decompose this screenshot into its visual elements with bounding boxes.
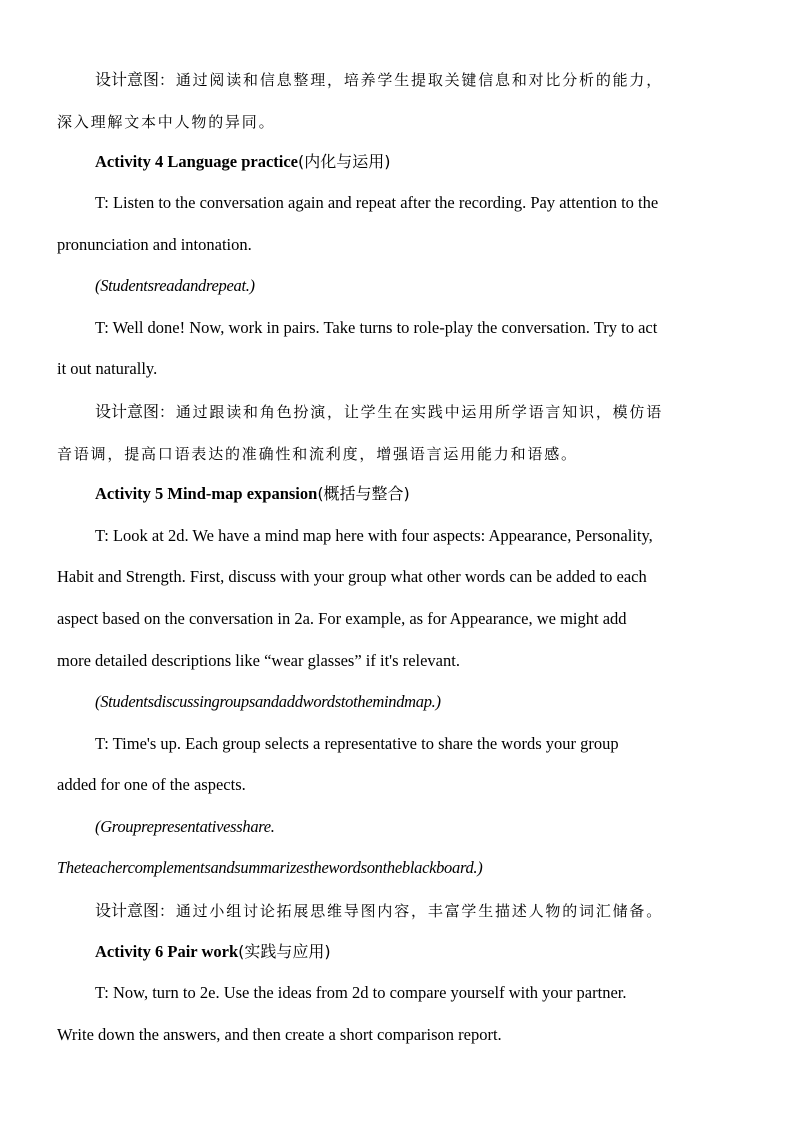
activity-5-group-share-line2: Theteachercomplementsandsummarizesthewordsontheblackboard.): [57, 858, 483, 877]
design-intent-text: ：通过阅读和信息整理，培养学生提取关键信息和对比分析的能力，: [159, 71, 664, 89]
activity-5-students: (Studentsdiscussingroupsandaddwordstothemindmap.): [95, 692, 441, 711]
activity-5-subtitle: (概括与整合): [317, 484, 410, 503]
design-intent-1-line2: 深入理解文本中人物的异同。: [57, 113, 276, 131]
activity-6-title: Activity 6 Pair work: [95, 942, 239, 961]
activity-5-teacher-2: T: Time's up. Each group selects a representative to share the words your group: [95, 734, 619, 753]
design-intent-3: [95, 901, 794, 921]
design-intent-label: 设计意图: [95, 901, 160, 920]
design-intent-2-line2: 音语调，提高口语表达的准确性和流利度，增强语言运用能力和语感。: [57, 445, 578, 463]
activity-4-subtitle: (内化与运用): [298, 152, 391, 171]
activity-4-heading: [95, 152, 794, 172]
activity-4-teacher-2: T: Well done! Now, work in pairs. Take turns to role-play the conversation. Try to act: [95, 318, 658, 337]
design-intent-2: [95, 402, 794, 422]
activity-5-teacher-1-line2: Habit and Strength. First, discuss with your group what other words can be added to each: [57, 567, 647, 586]
activity-4-teacher-2-line2: it out naturally.: [57, 359, 158, 378]
design-intent-text: ：通过小组讨论拓展思维导图内容，丰富学生描述人物的词汇储备。: [159, 902, 664, 920]
activity-4-teacher-1: T: Listen to the conversation again and repeat after the recording. Pay attention to the: [95, 193, 659, 212]
activity-5-group-share: (Grouprepresentativesshare.: [95, 817, 275, 836]
design-intent-1: [95, 70, 794, 90]
activity-5-title: Activity 5 Mind-map expansion: [95, 484, 318, 503]
activity-6-heading: [95, 942, 794, 962]
activity-5-heading: [95, 484, 794, 504]
activity-4-students: (Studentsreadandrepeat.): [95, 276, 255, 295]
activity-5-teacher-1-line4: more detailed descriptions like “wear glasses” if it's relevant.: [57, 651, 460, 670]
activity-6-teacher-1-line2: Write down the answers, and then create a short comparison report.: [57, 1025, 502, 1044]
design-intent-label: 设计意图: [95, 70, 160, 89]
activity-4-title: Activity 4 Language practice: [95, 152, 299, 171]
activity-5-teacher-1: T: Look at 2d. We have a mind map here with four aspects: Appearance, Personality,: [95, 526, 653, 545]
activity-5-teacher-1-line3: aspect based on the conversation in 2a. For example, as for Appearance, we might add: [57, 609, 627, 628]
design-intent-label: 设计意图: [95, 402, 160, 421]
design-intent-text: ：通过跟读和角色扮演，让学生在实践中运用所学语言知识，模仿语: [159, 403, 664, 421]
activity-6-teacher-1: T: Now, turn to 2e. Use the ideas from 2d to compare yourself with your partner.: [95, 983, 627, 1002]
activity-6-subtitle: (实践与应用): [238, 942, 331, 961]
activity-4-teacher-1-line2: pronunciation and intonation.: [57, 235, 252, 254]
activity-5-teacher-2-line2: added for one of the aspects.: [57, 775, 246, 794]
